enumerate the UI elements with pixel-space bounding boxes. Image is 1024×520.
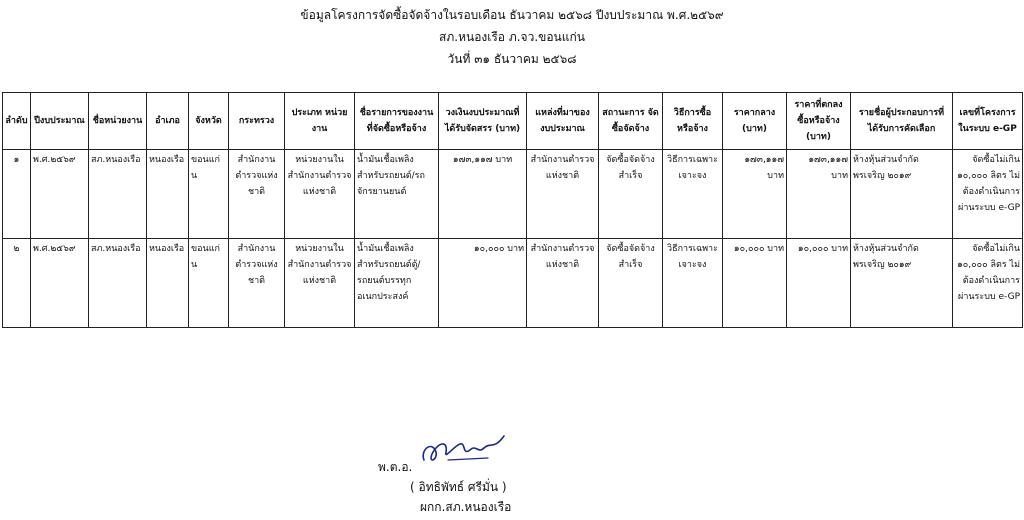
cell-agency-type: หน่วยงานในสำนักงานตำรวจแห่งชาติ xyxy=(285,239,355,328)
table-row xyxy=(3,150,1023,239)
cell-item: น้ำมันเชื้อเพลิงสำหรับรถยนต์ตู้/รถยนต์บรรทุกอเนกประสงค์ xyxy=(355,239,439,328)
cell-agreed-price: ๑๐,๐๐๐ บาท xyxy=(787,239,851,328)
cell-agreed-price: ๑๗๓,๑๑๗ บาท xyxy=(787,150,851,239)
cell-source: สำนักงานตำรวจแห่งชาติ xyxy=(527,150,599,239)
cell-agency-type: หน่วยงานในสำนักงานตำรวจแห่งชาติ xyxy=(285,150,355,239)
col-header-no: ลำดับ xyxy=(3,93,31,150)
table-header-row xyxy=(3,93,1023,150)
cell-method: วิธีการเฉพาะเจาะจง xyxy=(663,150,723,239)
col-header-agency-type: ประเภท หน่วยงาน xyxy=(285,93,355,150)
cell-median-price: ๑๗๓,๑๑๗ บาท xyxy=(723,150,787,239)
cell-status: จัดซื้อจัดจ้างสำเร็จ xyxy=(599,239,663,328)
cell-ministry: สำนักงานตำรวจแห่งชาติ xyxy=(229,239,285,328)
cell-ministry: สำนักงานตำรวจแห่งชาติ xyxy=(229,150,285,239)
handwritten-signature xyxy=(418,430,508,473)
signer-rank: พ.ต.อ. xyxy=(378,460,413,474)
signature-stroke xyxy=(418,430,508,470)
col-header-method: วิธีการซื้อ หรือจ้าง xyxy=(663,93,723,150)
col-header-median-price: ราคากลาง (บาท) xyxy=(723,93,787,150)
document-title: ข้อมูลโครงการจัดซื้อจัดจ้างในรอบเดือน ธันวาคม ๒๕๖๘ ปีงบประมาณ พ.ศ.๒๕๖๙ xyxy=(300,8,724,22)
cell-no: ๑ xyxy=(3,150,31,239)
col-header-budget: วงเงินงบประมาณที่ ได้รับจัดสรร (บาท) xyxy=(439,93,527,150)
col-header-agreed-price: ราคาที่ตกลง ซื้อหรือจ้าง (บาท) xyxy=(787,93,851,150)
cell-vendor: ห้างหุ้นส่วนจำกัด พรเจริญ ๒๐๑๙ xyxy=(851,150,953,239)
cell-median-price: ๑๐,๐๐๐ บาท xyxy=(723,239,787,328)
cell-budget: ๑๗๓,๑๑๗ บาท xyxy=(439,150,527,239)
document-header xyxy=(0,4,1024,70)
col-header-ministry: กระทรวง xyxy=(229,93,285,150)
col-header-agency: ชื่อหน่วยงาน xyxy=(89,93,147,150)
cell-egp: จัดซื้อไม่เกิน ๑๐,๐๐๐ ลิตร ไม่ต้องดำเนินการผ่านระบบ e-GP xyxy=(953,239,1023,328)
cell-year: พ.ศ.๒๕๖๙ xyxy=(31,239,89,328)
cell-no: ๒ xyxy=(3,239,31,328)
unit-name: สภ.หนองเรือ ภ.จว.ขอนแก่น xyxy=(439,30,585,44)
col-header-district: อำเภอ xyxy=(147,93,189,150)
cell-year: พ.ศ.๒๕๖๙ xyxy=(31,150,89,239)
cell-district: หนองเรือ xyxy=(147,239,189,328)
col-header-status: สถานะการ จัดซื้อจัดจ้าง xyxy=(599,93,663,150)
col-header-source: แหล่งที่มาของ งบประมาณ xyxy=(527,93,599,150)
cell-district: หนองเรือ xyxy=(147,150,189,239)
col-header-province: จังหวัด xyxy=(189,93,229,150)
procurement-table xyxy=(2,92,1023,328)
col-header-year: ปีงบประมาณ xyxy=(31,93,89,150)
col-header-vendor: รายชื่อผู้ประกอบการที่ ได้รับการคัดเลือก xyxy=(851,93,953,150)
cell-egp: จัดซื้อไม่เกิน ๑๐,๐๐๐ ลิตร ไม่ต้องดำเนินการผ่านระบบ e-GP xyxy=(953,150,1023,239)
cell-province: ขอนแก่น xyxy=(189,239,229,328)
cell-item: น้ำมันเชื้อเพลิงสำหรับรถยนต์/รถจักรยานยนต์ xyxy=(355,150,439,239)
signer-position: ผกก.สภ.หนองเรือ xyxy=(420,500,512,514)
cell-source: สำนักงานตำรวจแห่งชาติ xyxy=(527,239,599,328)
signer-name: ( อิทธิพัทธ์ ศรีมั่น ) xyxy=(410,480,507,494)
cell-vendor: ห้างหุ้นส่วนจำกัด พรเจริญ ๒๐๑๙ xyxy=(851,239,953,328)
cell-method: วิธีการเฉพาะเจาะจง xyxy=(663,239,723,328)
table-row xyxy=(3,239,1023,328)
cell-status: จัดซื้อจัดจ้างสำเร็จ xyxy=(599,150,663,239)
cell-agency: สภ.หนองเรือ xyxy=(89,239,147,328)
cell-budget: ๑๐,๐๐๐ บาท xyxy=(439,239,527,328)
col-header-item: ชื่อรายการของงาน ที่จัดซื้อหรือจ้าง xyxy=(355,93,439,150)
document-date: วันที่ ๓๑ ธันวาคม ๒๕๖๘ xyxy=(447,52,577,66)
col-header-egp: เลขที่โครงการ ในระบบ e-GP xyxy=(953,93,1023,150)
cell-agency: สภ.หนองเรือ xyxy=(89,150,147,239)
cell-province: ขอนแก่น xyxy=(189,150,229,239)
